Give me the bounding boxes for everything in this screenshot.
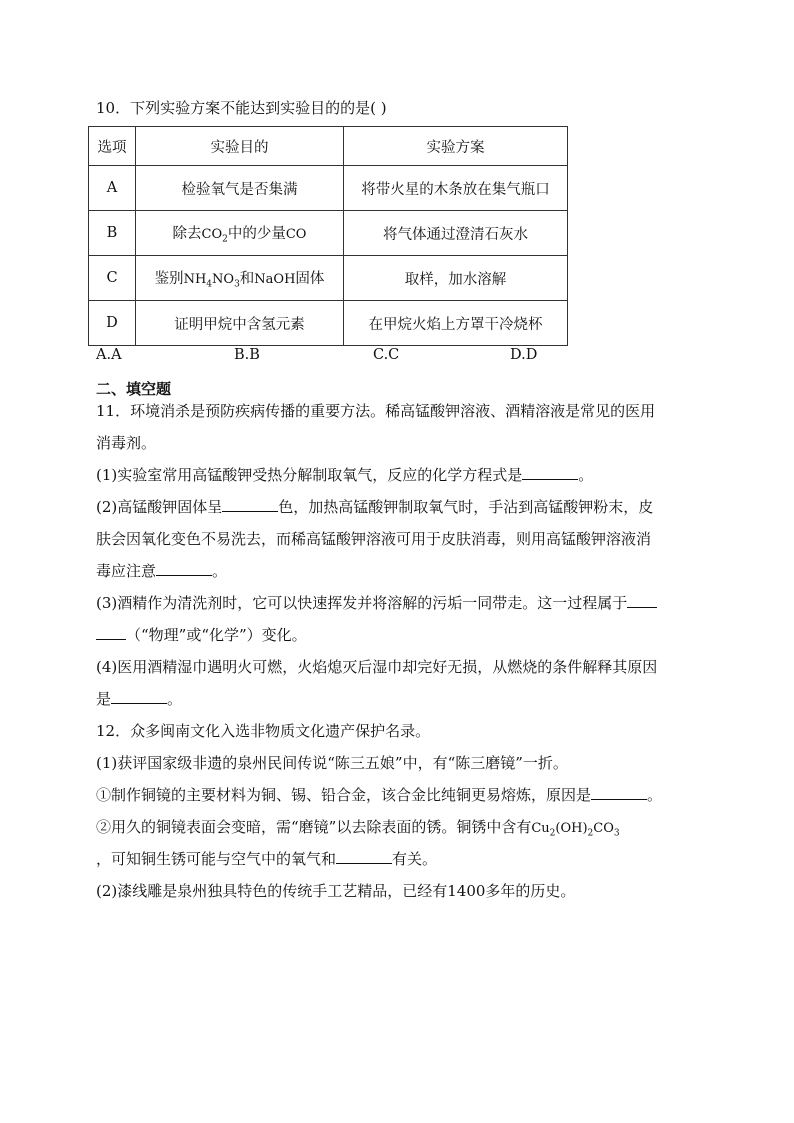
choice-c: C.C (373, 347, 400, 363)
q12-sub-1: ①制作铜镜的主要材料为铜、锡、铅合金，该合金比纯铜更易熔炼，原因是 。 (96, 786, 663, 804)
header-plan: 实验方案 (344, 127, 568, 166)
formula-co2: $CO_2$ (201, 226, 228, 245)
q11-part-4-cont: 是 。 (96, 690, 183, 708)
row-purpose: 除去$CO_2$中的少量CO (136, 211, 344, 256)
table-row (89, 166, 568, 211)
q11-part-3: (3)酒精作为清洗剂时，它可以快速挥发并将溶解的污垢一同带走。这一过程属于 (96, 593, 657, 613)
row-plan: 将带火星的木条放在集气瓶口 (344, 166, 568, 211)
question-12-stem: 12．众多闽南文化入选非物质文化遗产保护名录。 (96, 722, 431, 740)
table-row (89, 211, 568, 256)
choice-d: D.D (510, 347, 538, 363)
formula-nh4no3: $NH_4NO_3$ (183, 271, 240, 290)
q11-part-3-cont: （“物理”或“化学”）变化。 (96, 625, 307, 645)
question-10-stem: 10．下列实验方案不能达到实验目的的是( ) (96, 99, 387, 117)
row-option: A (89, 166, 136, 211)
q12-part-1: (1)获评国家级非遗的泉州民间传说“陈三五娘”中，有“陈三磨镜”一折。 (96, 754, 568, 772)
q11-part-1: (1)实验室常用高锰酸钾受热分解制取氧气，反应的化学方程式是 。 (96, 466, 594, 484)
table-header-row (89, 127, 568, 166)
answer-blank[interactable] (591, 785, 647, 800)
row-option: B (89, 211, 136, 256)
formula-cu2oh2co3: $Cu_2(OH)_2CO_3$ (531, 821, 620, 839)
row-plan: 将气体通过澄清石灰水 (344, 211, 568, 256)
q12-sub-2: ②用久的铜镜表面会变暗，需“磨镜”以去除表面的锈。铜锈中含有$Cu_2(OH)_2CO_3$ (96, 818, 620, 839)
row-option: C (89, 256, 136, 301)
choice-a: A.A (96, 347, 122, 363)
q12-part-2: (2)漆线雕是泉州独具特色的传统手工艺精品，已经有1400多年的历史。 (96, 882, 576, 900)
row-purpose: 证明甲烷中含氢元素 (136, 301, 344, 346)
row-plan: 在甲烷火焰上方罩干冷烧杯 (344, 301, 568, 346)
answer-blank[interactable] (111, 689, 167, 704)
experiment-table (88, 126, 568, 346)
q11-part-2: (2)高锰酸钾固体呈 色，加热高锰酸钾制取氧气时，手沾到高锰酸钾粉末，皮 (96, 498, 654, 516)
table-row (89, 301, 568, 346)
section-title: 二、填空题 (96, 380, 172, 398)
q11-part-4: (4)医用酒精湿巾遇明火可燃，火焰熄灭后湿巾却完好无损，从燃烧的条件解释其原因 (96, 658, 658, 676)
row-plan: 取样，加水溶解 (344, 256, 568, 301)
q11-part-2-cont: 肤会因氧化变色不易洗去，而稀高锰酸钾溶液可用于皮肤消毒，则用高锰酸钾溶液消 (96, 530, 652, 548)
row-option: D (89, 301, 136, 346)
answer-blank[interactable] (156, 561, 212, 576)
q11-part-2-end: 毒应注意 。 (96, 562, 228, 580)
answer-blank[interactable] (222, 497, 278, 512)
header-option: 选项 (89, 127, 136, 166)
formula-co: CO (285, 226, 307, 242)
question-11-stem-cont: 消毒剂。 (96, 434, 157, 452)
choice-b: B.B (234, 347, 260, 363)
row-purpose: 鉴别$NH_4NO_3$和NaOH固体 (136, 256, 344, 301)
q12-sub-2-cont: ，可知铜生锈可能与空气中的氧气和 有关。 (96, 850, 438, 868)
answer-blank[interactable] (627, 593, 657, 608)
answer-blank[interactable] (522, 465, 578, 480)
formula-naoh: NaOH (254, 271, 296, 287)
answer-blank[interactable] (96, 625, 126, 640)
answer-blank[interactable] (336, 849, 392, 864)
table-row (89, 256, 568, 301)
row-purpose: 检验氧气是否集满 (136, 166, 344, 211)
question-11-stem: 11．环境消杀是预防疾病传播的重要方法。稀高锰酸钾溶液、酒精溶液是常见的医用 (96, 402, 656, 420)
header-purpose: 实验目的 (136, 127, 344, 166)
